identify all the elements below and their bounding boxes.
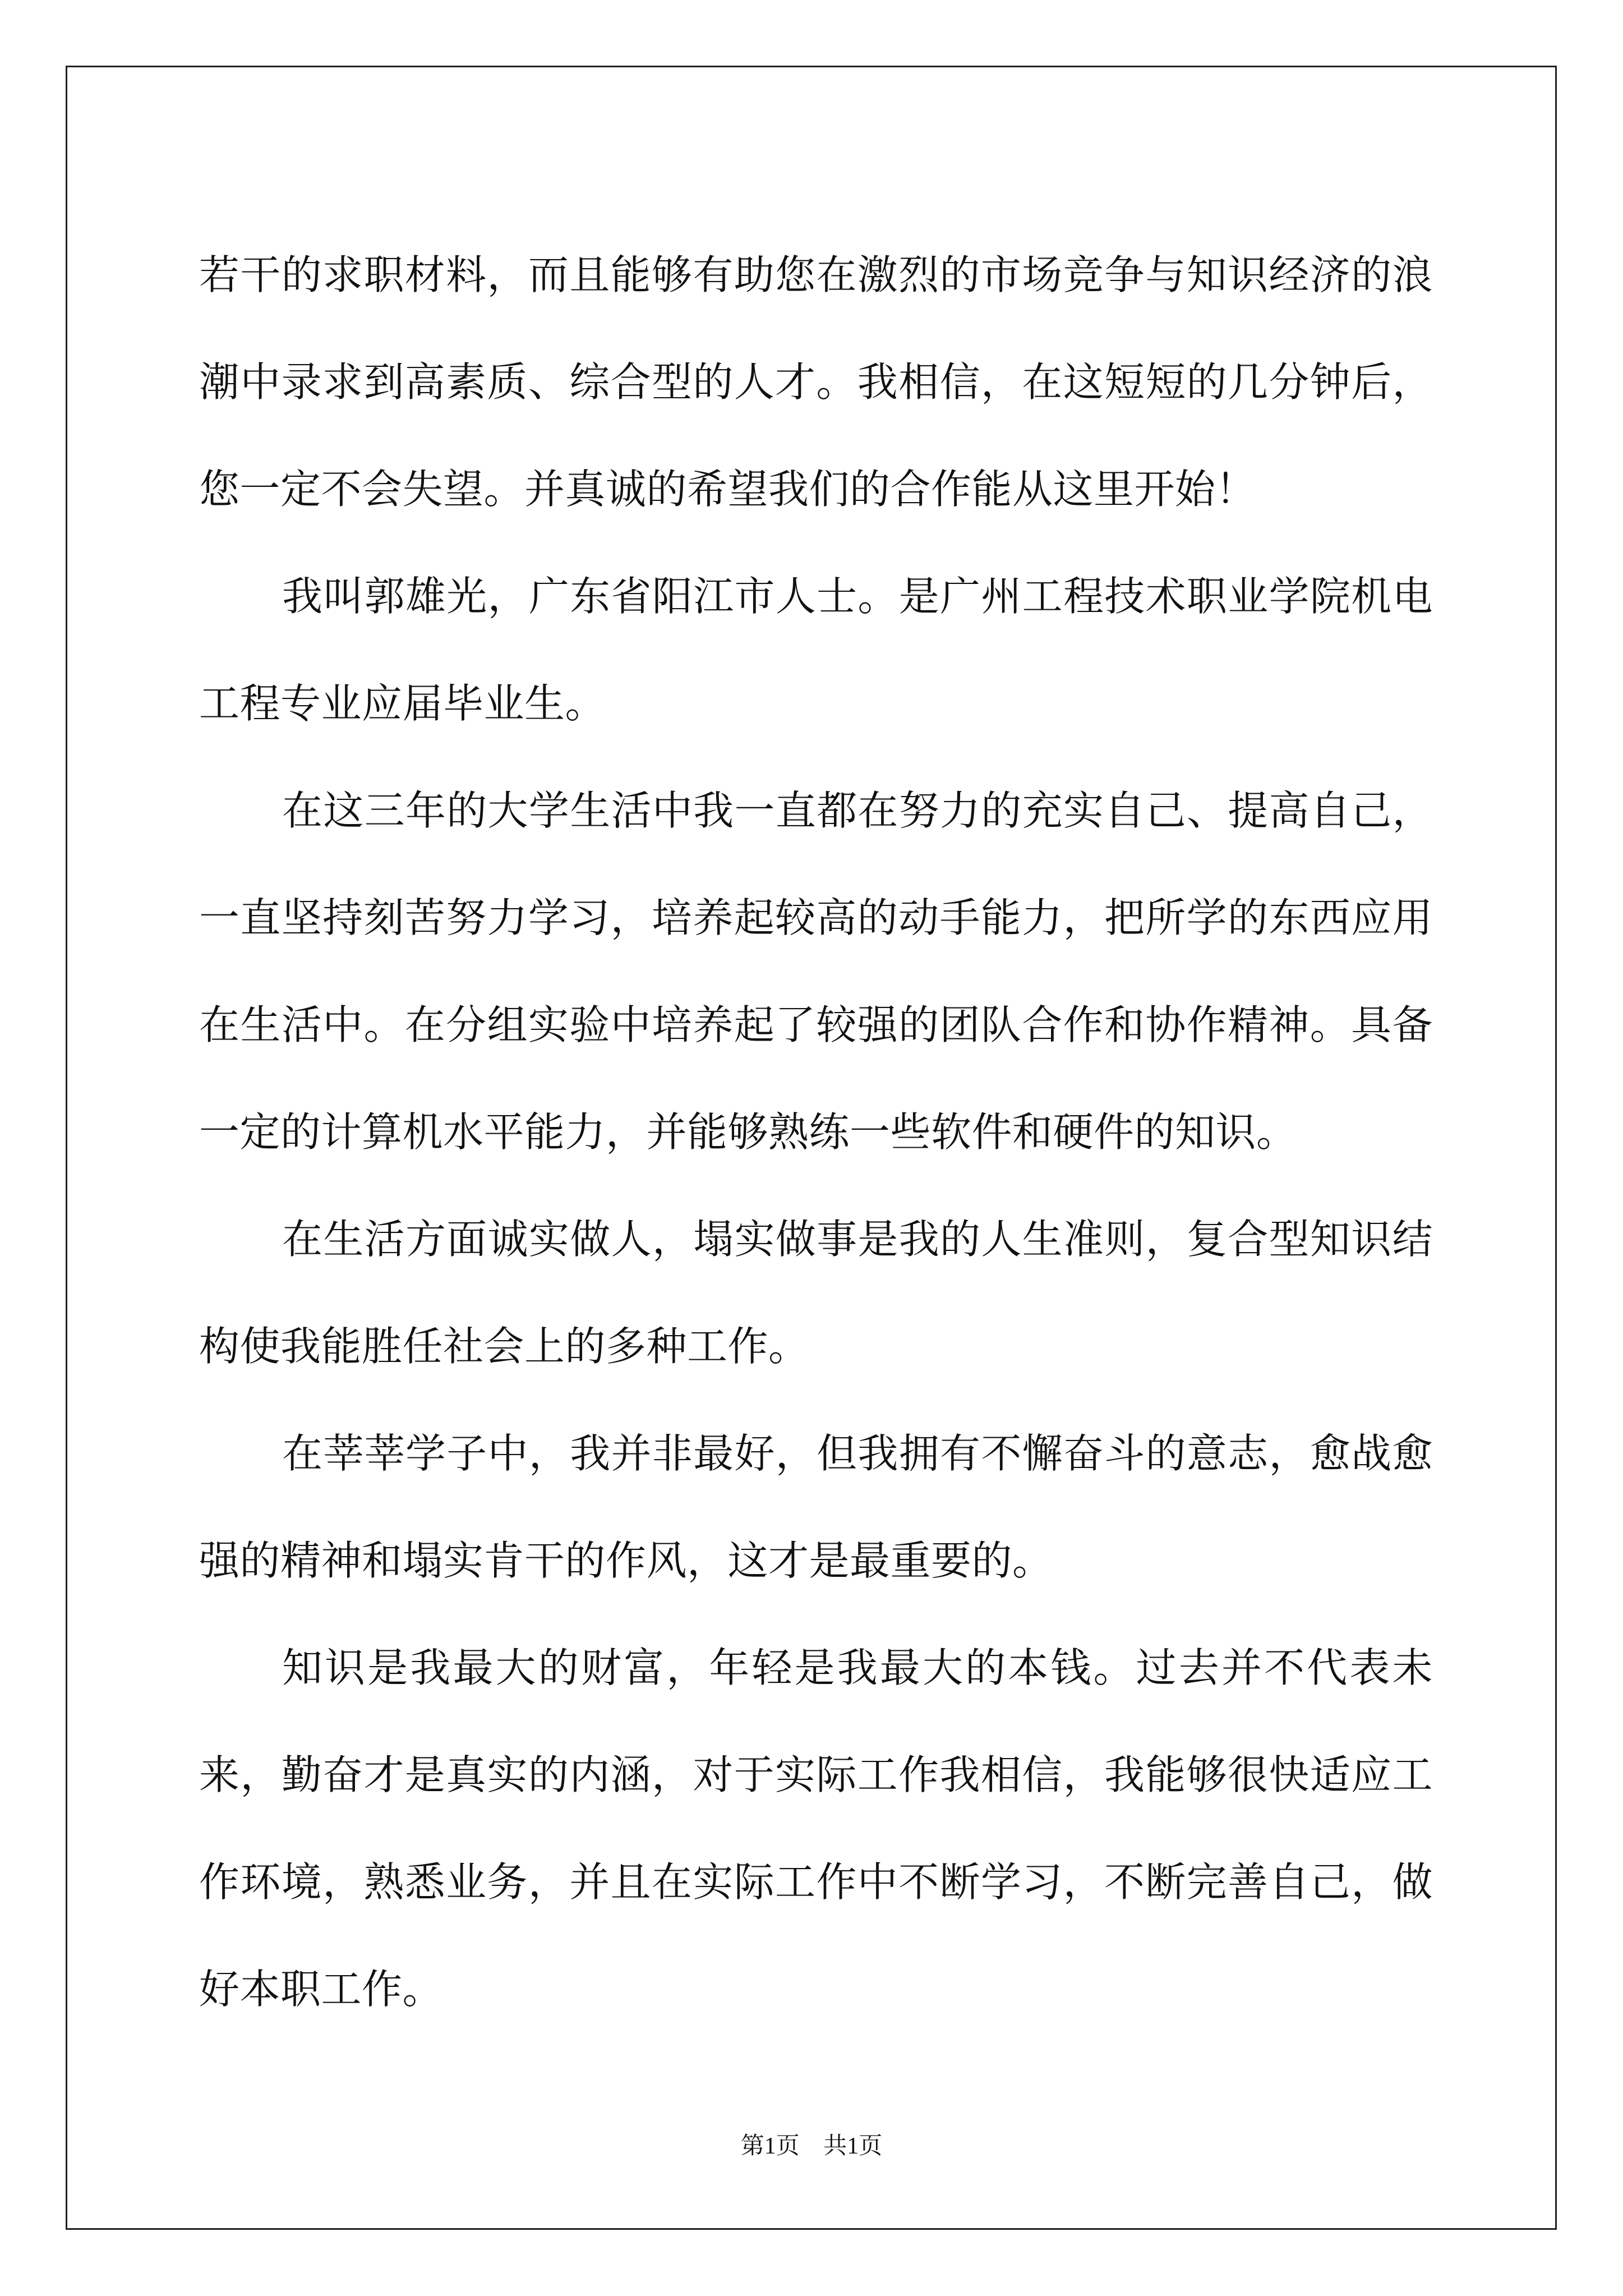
page-total: 共1页	[823, 2133, 883, 2159]
paragraph-3: 在这三年的大学生活中我一直都在努力的充实自己、提高自己，一直坚持刻苦努力学习，培养起较高的动手能力，把所学的东西应用在生活中。在分组实验中培养起了较强的团队合作和协作精神。具备一定的计算机水平能力，并能够熟练一些软件和硬件的知识。	[199, 787, 1433, 1156]
paragraph-2: 我叫郭雄光，广东省阳江市人士。是广州工程技术职业学院机电工程专业应届毕业生。	[199, 573, 1433, 727]
page-number: 第1页	[740, 2133, 800, 2159]
paragraph-1: 若干的求职材料，而且能够有助您在激烈的市场竞争与知识经济的浪潮中录求到高素质、综合型的人才。我相信，在这短短的几分钟后，您一定不会失望。并真诚的希望我们的合作能从这里开始！	[199, 251, 1433, 513]
page-footer	[0, 2127, 1623, 2161]
paragraph-4: 在生活方面诚实做人，塌实做事是我的人生准则，复合型知识结构使我能胜任社会上的多种工作。	[199, 1216, 1433, 1370]
document-body	[199, 222, 1433, 2043]
paragraph-5: 在莘莘学子中，我并非最好，但我拥有不懈奋斗的意志，愈战愈强的精神和塌实肯干的作风，这才是最重要的。	[199, 1430, 1433, 1584]
paragraph-6: 知识是我最大的财富，年轻是我最大的本钱。过去并不代表未来，勤奋才是真实的内涵，对于实际工作我相信，我能够很快适应工作环境，熟悉业务，并且在实际工作中不断学习，不断完善自己，做好本职工作。	[199, 1644, 1433, 2013]
